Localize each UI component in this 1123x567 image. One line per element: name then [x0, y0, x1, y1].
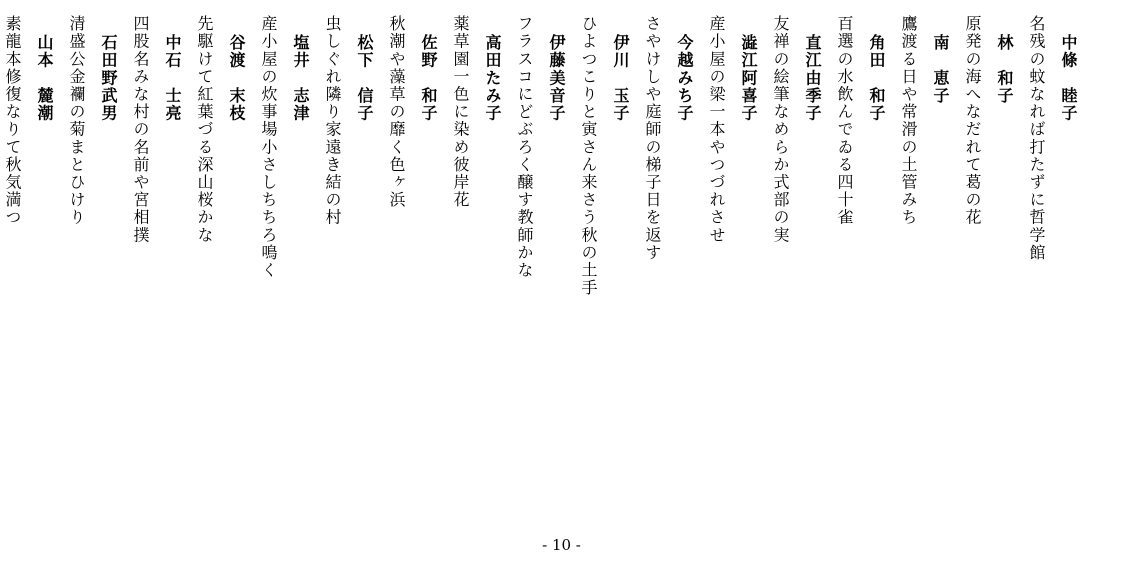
haiku-text: 百選の水飲んでゐる四十雀 [835, 15, 854, 227]
poet-name: 角田 和子 [867, 34, 886, 122]
poet-name: 石田野武男 [99, 34, 118, 122]
haiku-text: 原発の海へなだれて葛の花 [963, 15, 982, 227]
poem-entry [699, 10, 763, 244]
poet-name: 直江由季子 [803, 34, 822, 122]
poet-name: 伊藤美音子 [547, 34, 566, 122]
haiku-text: フラスコにどぶろく醸す教師かな [515, 15, 534, 279]
haiku-text: 名残の蚊なれば打たずに哲学館 [1027, 15, 1046, 262]
haiku-text: 鷹渡る日や常滑の土管みち [899, 15, 918, 227]
poem-entry [635, 10, 699, 261]
poet-name: 澁江阿喜子 [739, 34, 758, 122]
poem-entry [0, 10, 59, 226]
poem-entry [1019, 10, 1083, 261]
poem-entry [443, 10, 507, 209]
poet-name: 高田たみ子 [483, 34, 502, 122]
poem-entry [827, 10, 891, 226]
haiku-text: 素龍本修復なりて秋気満つ [3, 15, 22, 227]
poem-entry [59, 10, 123, 226]
haiku-text: 産小屋の梁一本やつづれさせ [707, 15, 726, 244]
poet-name: 松下 信子 [355, 34, 374, 122]
page-number: - 10 - [542, 536, 581, 554]
poem-entry [571, 10, 635, 297]
poem-list [0, 10, 1083, 510]
haiku-text: 産小屋の炊事場小さしちちろ鳴く [259, 15, 278, 279]
poet-name: 佐野 和子 [419, 34, 438, 122]
haiku-text: 虫しぐれ隣り家遠き結の村 [323, 15, 342, 227]
poet-name: 中條 睦子 [1059, 34, 1078, 122]
poem-entry [123, 10, 187, 244]
poem-entry [379, 10, 443, 209]
haiku-text: 友禅の絵筆なめらか式部の実 [771, 15, 790, 244]
haiku-text: ひよつこりと寅さん来さう秋の土手 [579, 15, 598, 297]
poem-entry [763, 10, 827, 244]
poem-entry [315, 10, 379, 226]
poet-name: 今越みち子 [675, 34, 694, 122]
poet-name: 南 恵子 [931, 34, 950, 105]
haiku-text: さやけしや庭師の梯子日を返す [643, 15, 662, 262]
haiku-text: 四股名みな村の名前や宮相撲 [131, 15, 150, 244]
poet-name: 中石 士亮 [163, 34, 182, 122]
poem-entry [187, 10, 251, 244]
poet-name: 塩井 志津 [291, 34, 310, 122]
poem-entry [955, 10, 1019, 226]
haiku-text: 清盛公金襴の菊まとひけり [67, 15, 86, 227]
haiku-text: 秋潮や藻草の靡く色ヶ浜 [387, 15, 406, 209]
poem-entry [251, 10, 315, 279]
haiku-text: 薬草園一色に染め彼岸花 [451, 15, 470, 209]
poet-name: 山本 麓潮 [35, 34, 54, 122]
poem-entry [891, 10, 955, 226]
poem-entry [507, 10, 571, 279]
poet-name: 林 和子 [995, 34, 1014, 105]
haiku-text: 先駆けて紅葉づる深山桜かな [195, 15, 214, 244]
poet-name: 谷渡 末枝 [227, 34, 246, 122]
poet-name: 伊川 玉子 [611, 34, 630, 122]
